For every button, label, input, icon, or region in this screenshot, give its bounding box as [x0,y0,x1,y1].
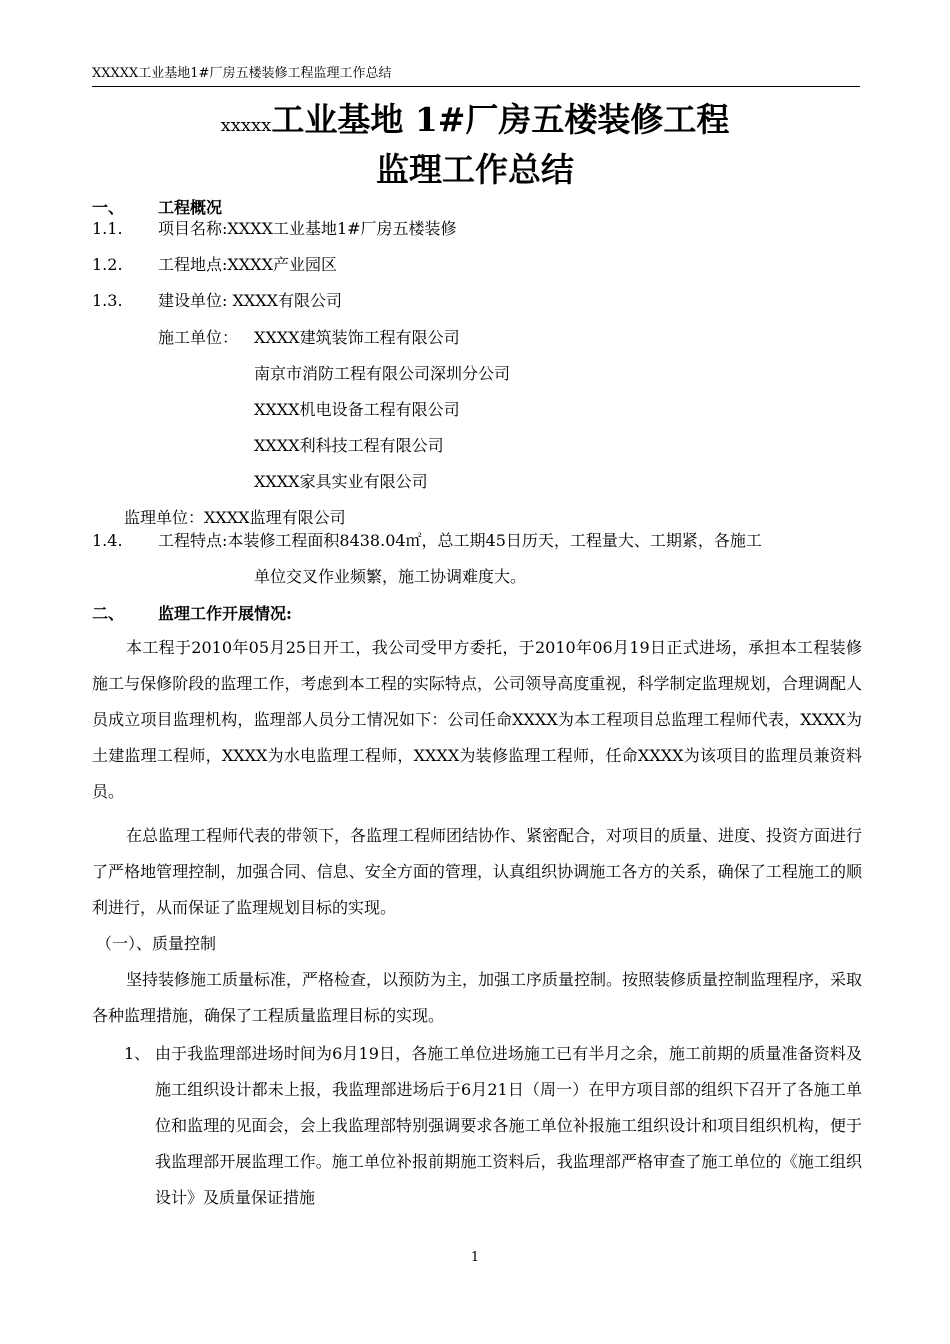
item-1-2-text: 工程地点:XXXX产业园区 [158,255,337,274]
construction-unit: XXXX家具实业有限公司 [254,472,428,491]
item-1-4-line1: 工程特点:本装修工程面积8438.04㎡，总工期45日历天，工程量大、工期紧，各施工 [158,531,762,550]
item-1-4-line2: 单位交叉作业频繁，施工协调难度大。 [254,567,527,586]
item-1-3-number: 1.3. [92,291,123,310]
page-header: XXXXX工业基地1#厂房五楼装修工程监理工作总结 [92,66,392,81]
document-title-line2: 监理工作总结 [376,150,574,189]
item-1-3-text: 建设单位: XXXX有限公司 [158,291,343,310]
section2-number: 二、 [92,604,125,623]
document-title-line1 [0,100,950,146]
subsection-quality-heading: （一）、质量控制 [96,934,217,953]
item-1-1-number: 1.1. [92,219,123,238]
section1-heading: 工程概况 [158,198,223,217]
supervisor-unit: 监理单位：XXXX监理有限公司 [124,508,346,527]
paragraph-quality: 坚持装修施工质量标准，严格检查，以预防为主，加强工序质量控制。按照装修质量控制监理程序，采取各种监理措施，确保了工程质量监理目标的实现。 [92,970,863,1025]
item-1-4-number: 1.4. [92,531,123,550]
page-number: 1 [470,1250,480,1265]
list-number: 1、 [124,1044,151,1063]
construction-label: 施工单位： [158,328,239,347]
title-main: 工业基地 1#厂房五楼装修工程 [271,100,730,139]
item-1-1-text: 项目名称:XXXX工业基地1#厂房五楼装修 [158,219,457,238]
paragraph-team: 在总监理工程师代表的带领下，各监理工程师团结协作、紧密配合，对项目的质量、进度、投资方面进行了严格地管理控制，加强合同、信息、安全方面的管理，认真组织协调施工各方的关系，确保了工程施工的顺利进行，从而保证了监理规划目标的实现。 [92,826,863,917]
construction-unit: XXXX机电设备工程有限公司 [254,400,460,419]
construction-unit: 南京市消防工程有限公司深圳分公司 [254,364,511,383]
item-1-2-number: 1.2. [92,255,123,274]
construction-unit: XXXX建筑装饰工程有限公司 [254,328,460,347]
header-rule [92,86,860,87]
paragraph-start-info: 本工程于2010年05月25日开工，我公司受甲方委托，于2010年06月19日正式进场，承担本工程装修施工与保修阶段的监理工作，考虑到本工程的实际特点，公司领导高度重视，科学制定监理规划，合理调配人员成立项目监理机构，监理部人员分工情况如下：公司任命XXXX为本工程项目总监理工程师代表，XXXX为土建监理工程师，XXXX为水电监理工程师，XXXX为装修监理工程师，任命XXXX为该项目的监理员兼资料员。 [92,638,862,801]
section2-heading: 监理工作开展情况: [158,604,292,623]
title-prefix: xxxxx [220,115,272,136]
section1-number: 一、 [92,198,125,217]
list-item-text: 由于我监理部进场时间为6月19日，各施工单位进场施工已有半月之余，施工前期的质量准备资料及施工组织设计都未上报，我监理部进场后于6月21日（周一）在甲方项目部的组织下召开了各施工单位和监理的见面会，会上我监理部特别强调要求各施工单位补报施工组织设计和项目组织机构，便于我监理部开展监理工作。施工单位补报前期施工资料后，我监理部严格审查了施工单位的《施工组织设计》及质量保证措施 [155,1044,862,1207]
construction-unit: XXXX利科技工程有限公司 [254,436,444,455]
